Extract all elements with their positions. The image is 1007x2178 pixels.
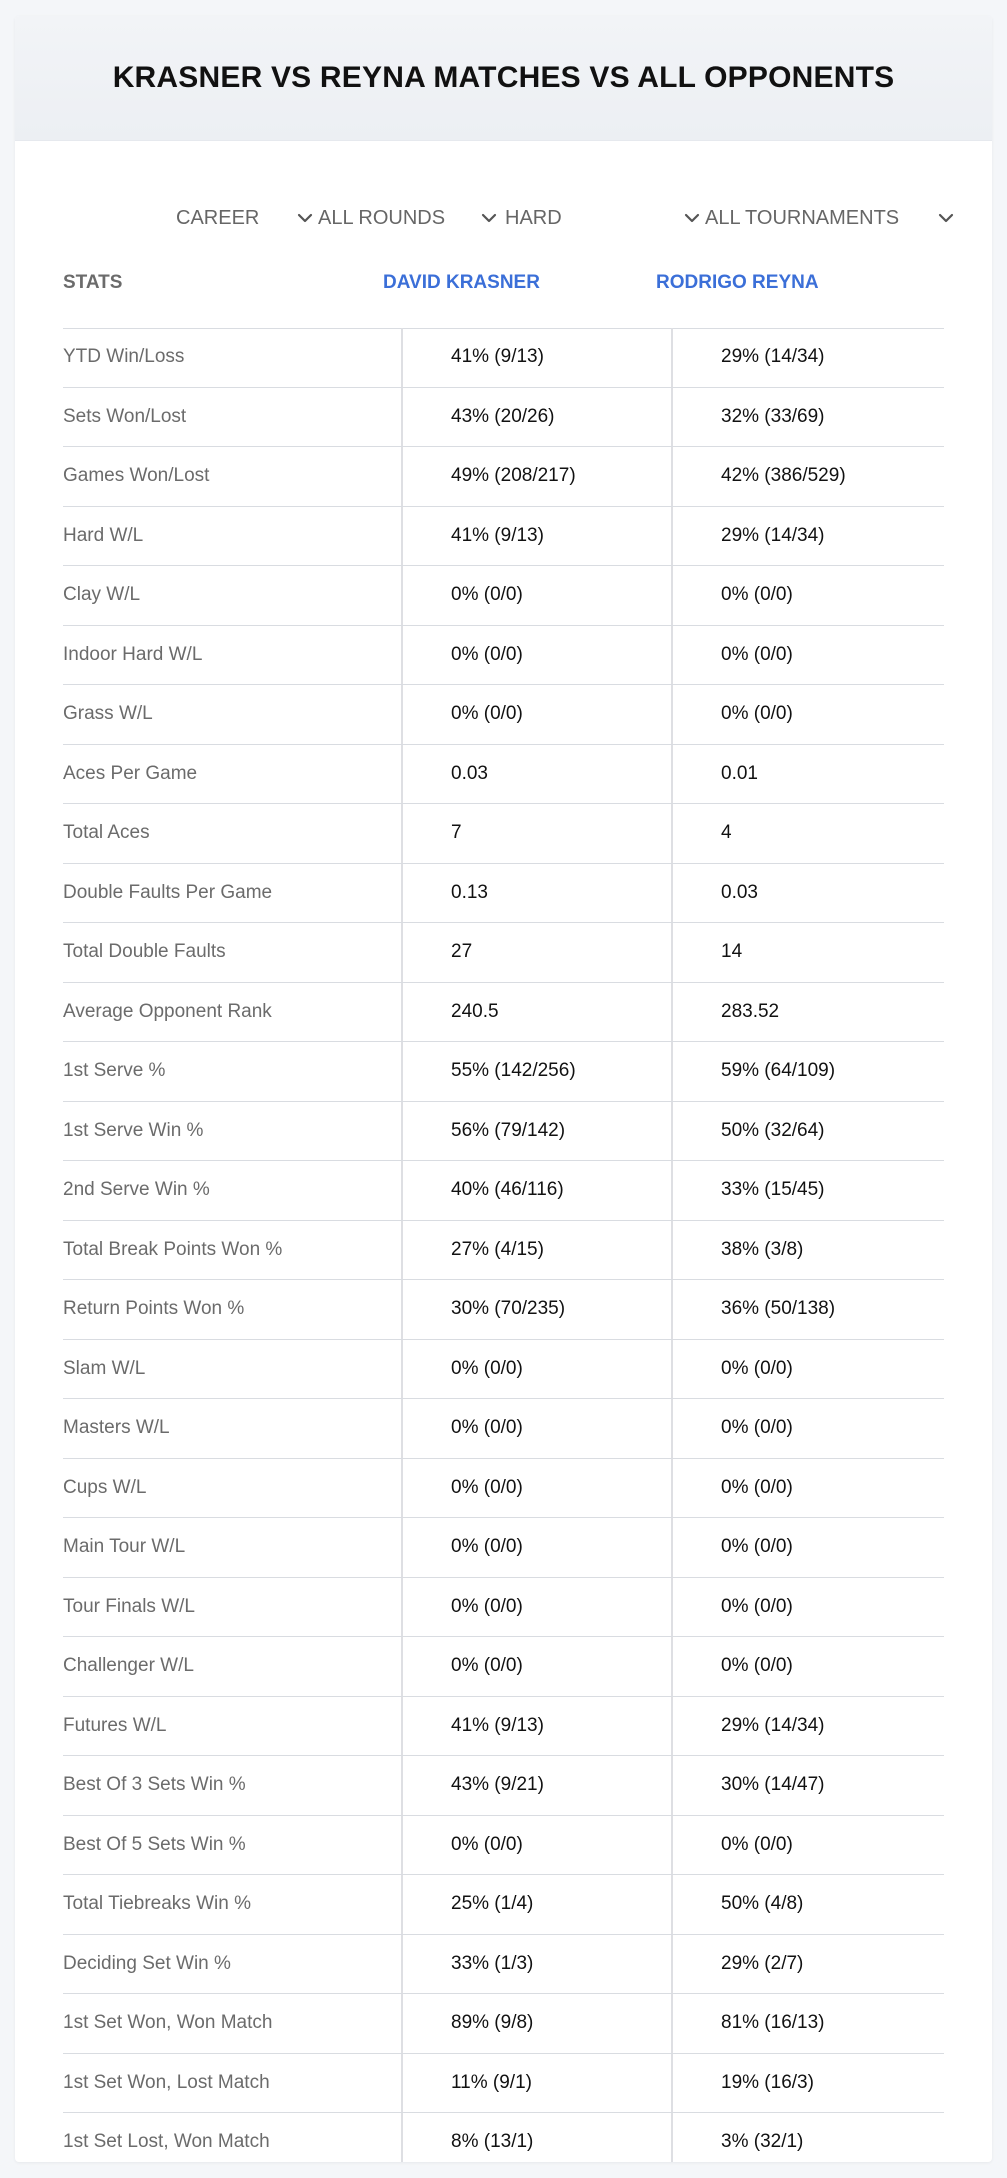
player2-value: 0% (0/0) [721,584,793,606]
player1-value: 0% (0/0) [403,1399,673,1458]
table-row [63,1637,944,1697]
player1-value: 43% (20/26) [403,388,673,447]
chevron-down-icon [937,209,955,227]
stat-label: 2nd Serve Win % [63,1161,403,1220]
player2-value: 29% (14/34) [721,524,825,546]
table-header [63,252,944,329]
stat-label: Futures W/L [63,1697,403,1756]
player2-value: 0.03 [721,881,758,903]
stats-table-body [63,328,944,2162]
player2-value: 29% (2/7) [721,1952,804,1974]
player1-value: 89% (9/8) [403,1994,673,2053]
chevron-down-icon [296,209,314,227]
stat-label: Total Break Points Won % [63,1221,403,1280]
table-row [63,983,944,1043]
player2-value: 283.52 [721,1000,780,1022]
table-row [63,1340,944,1400]
surface-select[interactable] [505,200,701,236]
table-row [63,2113,944,2162]
stat-label: Deciding Set Win % [63,1935,403,1994]
table-row [63,864,944,924]
player1-value: 0% (0/0) [403,1518,673,1577]
player1-value: 8% (13/1) [403,2113,673,2162]
player1-value: 33% (1/3) [403,1935,673,1994]
stat-label: Indoor Hard W/L [63,626,403,685]
stat-label: 1st Set Won, Lost Match [63,2054,403,2113]
table-row [63,923,944,983]
player2-value: 3% (32/1) [721,2131,804,2153]
table-row [63,1935,944,1995]
player2-value: 29% (14/34) [721,1714,825,1736]
stat-label: Best Of 3 Sets Win % [63,1756,403,1815]
player2-value: 29% (14/34) [721,346,825,368]
player2-value: 0% (0/0) [721,643,793,665]
player2-value: 50% (4/8) [721,1893,804,1915]
stat-label: Total Tiebreaks Win % [63,1875,403,1934]
player2-value: 50% (32/64) [721,1119,825,1141]
table-row [63,1518,944,1578]
player1-value: 27% (4/15) [403,1221,673,1280]
table-row [63,328,944,388]
stat-label: Main Tour W/L [63,1518,403,1577]
player1-value: 41% (9/13) [403,328,673,387]
round-select[interactable] [318,200,498,236]
table-row [63,1042,944,1102]
player2-value: 0% (0/0) [721,1417,793,1439]
player1-value: 40% (46/116) [403,1161,673,1220]
player1-value: 0% (0/0) [403,685,673,744]
player1-value: 0% (0/0) [403,1340,673,1399]
player1-value: 0% (0/0) [403,1816,673,1875]
player2-value: 30% (14/47) [721,1774,825,1796]
player2-value: 0% (0/0) [721,703,793,725]
player1-value: 0.03 [403,745,673,804]
player2-value: 14 [721,941,743,963]
table-row [63,566,944,626]
stat-label: Masters W/L [63,1399,403,1458]
table-row [63,1697,944,1757]
chevron-down-icon [683,209,701,227]
player1-value: 0% (0/0) [403,1459,673,1518]
stat-label: Average Opponent Rank [63,983,403,1042]
player2-value: 0% (0/0) [721,1476,793,1498]
stat-label: Hard W/L [63,507,403,566]
player2-value: 42% (386/529) [721,465,846,487]
table-row [63,1102,944,1162]
period-select[interactable] [176,200,314,236]
table-row [63,1578,944,1638]
table-row [63,1994,944,2054]
player1-value: 11% (9/1) [403,2054,673,2113]
player1-value: 56% (79/142) [403,1102,673,1161]
table-row [63,1280,944,1340]
table-row [63,626,944,686]
player1-value: 7 [403,804,673,863]
stat-label: Double Faults Per Game [63,864,403,923]
player1-value: 0% (0/0) [403,626,673,685]
player2-link[interactable]: RODRIGO REYNA [656,272,819,293]
player1-value: 41% (9/13) [403,507,673,566]
table-row [63,1875,944,1935]
stat-label: Tour Finals W/L [63,1578,403,1637]
stat-label: Games Won/Lost [63,447,403,506]
player1-value: 0% (0/0) [403,1637,673,1696]
player1-value: 41% (9/13) [403,1697,673,1756]
table-row [63,1221,944,1281]
table-row [63,685,944,745]
player2-value: 0% (0/0) [721,1833,793,1855]
player1-value: 49% (208/217) [403,447,673,506]
stat-label: Grass W/L [63,685,403,744]
player1-value: 0% (0/0) [403,1578,673,1637]
stat-label: Cups W/L [63,1459,403,1518]
player2-value: 59% (64/109) [721,1060,836,1082]
table-row [63,1161,944,1221]
stat-label: Clay W/L [63,566,403,625]
player1-value: 25% (1/4) [403,1875,673,1934]
player1-value: 0.13 [403,864,673,923]
table-row [63,804,944,864]
player1-value: 0% (0/0) [403,566,673,625]
table-row [63,388,944,448]
stat-label: YTD Win/Loss [63,328,403,387]
stat-label: Return Points Won % [63,1280,403,1339]
player1-value: 240.5 [403,983,673,1042]
table-row [63,745,944,805]
table-row [63,1399,944,1459]
player2-value: 33% (15/45) [721,1179,825,1201]
stat-label: Sets Won/Lost [63,388,403,447]
stat-label: Challenger W/L [63,1637,403,1696]
chevron-down-icon [480,209,498,227]
filter-bar [15,188,992,252]
stat-label: Total Double Faults [63,923,403,982]
player1-value: 55% (142/256) [403,1042,673,1101]
stat-label: Total Aces [63,804,403,863]
player2-value: 0% (0/0) [721,1655,793,1677]
player2-value: 0% (0/0) [721,1357,793,1379]
player2-value: 0% (0/0) [721,1595,793,1617]
table-row [63,1459,944,1519]
table-row [63,507,944,567]
stat-label: 1st Serve % [63,1042,403,1101]
player1-link[interactable]: DAVID KRASNER [383,272,540,293]
table-row [63,1816,944,1876]
player2-value: 32% (33/69) [721,405,825,427]
stat-label: Best Of 5 Sets Win % [63,1816,403,1875]
stat-label: Slam W/L [63,1340,403,1399]
tournament-select[interactable] [705,200,955,236]
stat-label: 1st Serve Win % [63,1102,403,1161]
stat-label: 1st Set Lost, Won Match [63,2113,403,2162]
round-select-value: ALL ROUNDS [318,206,446,229]
table-row [63,447,944,507]
player2-value: 19% (16/3) [721,2071,814,2093]
table-row [63,1756,944,1816]
player1-value: 43% (9/21) [403,1756,673,1815]
player1-value: 27 [403,923,673,982]
player2-value: 4 [721,822,732,844]
period-select-value: CAREER [176,206,260,229]
player2-value: 81% (16/13) [721,2012,825,2034]
player2-value: 36% (50/138) [721,1298,836,1320]
player2-value: 38% (3/8) [721,1238,804,1260]
table-row [63,2054,944,2114]
stat-label: Aces Per Game [63,745,403,804]
player2-value: 0% (0/0) [721,1536,793,1558]
player2-value: 0.01 [721,762,758,784]
player1-value: 30% (70/235) [403,1280,673,1339]
page-title: KRASNER VS REYNA MATCHES VS ALL OPPONENTS [112,61,895,94]
card-header [15,16,992,141]
stat-label: 1st Set Won, Won Match [63,1994,403,2053]
stats-card [15,16,992,2162]
tournament-select-value: ALL TOURNAMENTS [705,206,900,229]
stats-column-header: STATS [63,272,123,293]
surface-select-value: HARD [505,206,562,229]
